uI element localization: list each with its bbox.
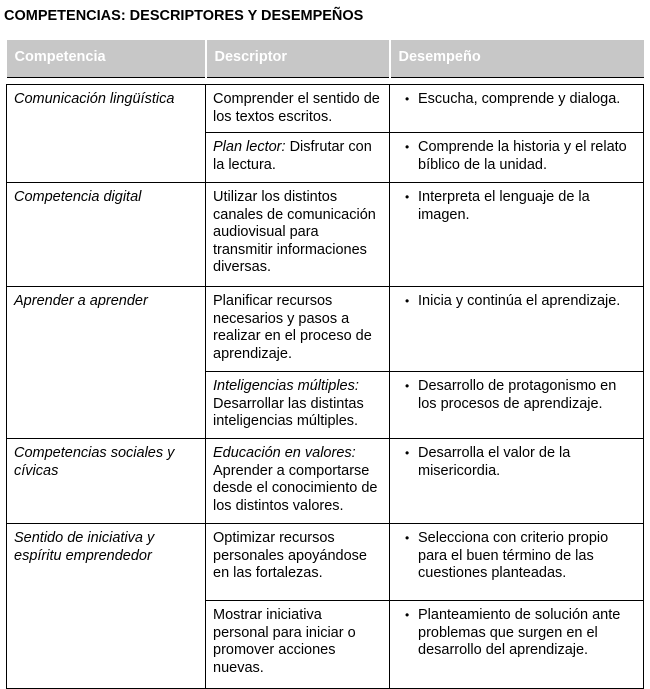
- descriptor-text: Utilizar los distintos canales de comunicación audiovisual para transmitir informaciones diversas.: [213, 189, 376, 275]
- table-row: [7, 85, 644, 133]
- desempeno-list: [397, 139, 635, 174]
- desempeno-cell: [390, 85, 644, 133]
- descriptor-cell: [206, 601, 390, 689]
- list-item: [397, 607, 635, 660]
- table-row: [7, 183, 644, 287]
- list-item: [397, 530, 635, 583]
- descriptor-prefix: Inteligencias múltiples:: [213, 378, 359, 394]
- table-row: [7, 287, 644, 372]
- header-desempeno: Desempeño: [390, 40, 644, 78]
- bullet-icon: •: [405, 379, 410, 393]
- document-title: COMPETENCIAS: DESCRIPTORES Y DESEMPEÑOS: [4, 8, 364, 24]
- descriptor-cell: [206, 133, 390, 183]
- competencia-cell: Competencia digital: [7, 183, 206, 287]
- bullet-icon: •: [405, 92, 410, 106]
- descriptor-cell: [206, 439, 390, 524]
- bullet-icon: •: [405, 190, 410, 204]
- descriptor-text: Planificar recursos necesarios y pasos a realizar en el proceso de aprendizaje.: [213, 293, 372, 362]
- desempeno-text: Desarrolla el valor de la misericordia.: [418, 445, 571, 479]
- desempeno-cell: [390, 601, 644, 689]
- desempeno-list: [397, 445, 635, 480]
- header-gap-row: [7, 78, 644, 85]
- desempeno-list: [397, 607, 635, 660]
- bullet-icon: •: [405, 294, 410, 308]
- bullet-icon: •: [405, 608, 410, 622]
- desempeno-text: Interpreta el lenguaje de la imagen.: [418, 189, 590, 223]
- list-item: [397, 91, 635, 109]
- descriptor-text: Desarrollar las distintas inteligencias múltiples.: [213, 395, 364, 429]
- table-row: [7, 439, 644, 524]
- table-row: [7, 524, 644, 601]
- desempeno-list: [397, 378, 635, 413]
- descriptor-prefix: Educación en valores:: [213, 445, 356, 461]
- desempeno-cell: [390, 372, 644, 439]
- competencia-cell: Competencias sociales y cívicas: [7, 439, 206, 524]
- competencies-table: [6, 40, 644, 689]
- descriptor-text: Disfrutar con la lectura.: [213, 139, 372, 173]
- list-item: [397, 139, 635, 174]
- desempeno-text: Comprende la historia y el relato bíblico de la unidad.: [418, 139, 627, 173]
- desempeno-cell: [390, 183, 644, 287]
- desempeno-text: Planteamiento de solución ante problemas que surgen en el desarrollo del aprendizaje.: [418, 607, 621, 658]
- desempeno-cell: [390, 439, 644, 524]
- desempeno-cell: [390, 133, 644, 183]
- desempeno-list: [397, 91, 635, 109]
- descriptor-cell: [206, 183, 390, 287]
- desempeno-list: [397, 293, 635, 311]
- descriptor-text: Aprender a comportarse desde el conocimiento de los distintos valores.: [213, 462, 378, 514]
- list-item: [397, 293, 635, 311]
- list-item: [397, 189, 635, 224]
- desempeno-text: Inicia y continúa el aprendizaje.: [418, 293, 621, 309]
- list-item: [397, 445, 635, 480]
- descriptor-text: Mostrar iniciativa personal para iniciar o promover acciones nuevas.: [213, 607, 356, 676]
- competencia-cell: Comunicación lingüística: [7, 85, 206, 183]
- bullet-icon: •: [405, 446, 410, 460]
- desempeno-text: Desarrollo de protagonismo en los procesos de aprendizaje.: [418, 378, 617, 412]
- desempeno-cell: [390, 287, 644, 372]
- desempeno-text: Selecciona con criterio propio para el buen término de las cuestiones planteadas.: [418, 530, 609, 581]
- header-descriptor: Descriptor: [206, 40, 390, 78]
- table-header-row: [7, 40, 644, 78]
- header-competencia: Competencia: [7, 40, 206, 78]
- desempeno-cell: [390, 524, 644, 601]
- descriptor-cell: [206, 372, 390, 439]
- descriptor-cell: [206, 287, 390, 372]
- competencia-cell: Aprender a aprender: [7, 287, 206, 439]
- descriptor-text: Comprender el sentido de los textos escritos.: [213, 91, 380, 125]
- descriptor-prefix: Plan lector:: [213, 139, 286, 155]
- descriptor-text: Optimizar recursos personales apoyándose en las fortalezas.: [213, 530, 367, 581]
- desempeno-list: [397, 189, 635, 224]
- desempeno-text: Escucha, comprende y dialoga.: [418, 91, 621, 107]
- header-gap: [7, 78, 644, 85]
- competencia-cell: Sentido de iniciativa y espíritu emprendedor: [7, 524, 206, 689]
- list-item: [397, 378, 635, 413]
- descriptor-cell: [206, 85, 390, 133]
- bullet-icon: •: [405, 531, 410, 545]
- bullet-icon: •: [405, 140, 410, 154]
- descriptor-cell: [206, 524, 390, 601]
- desempeno-list: [397, 530, 635, 583]
